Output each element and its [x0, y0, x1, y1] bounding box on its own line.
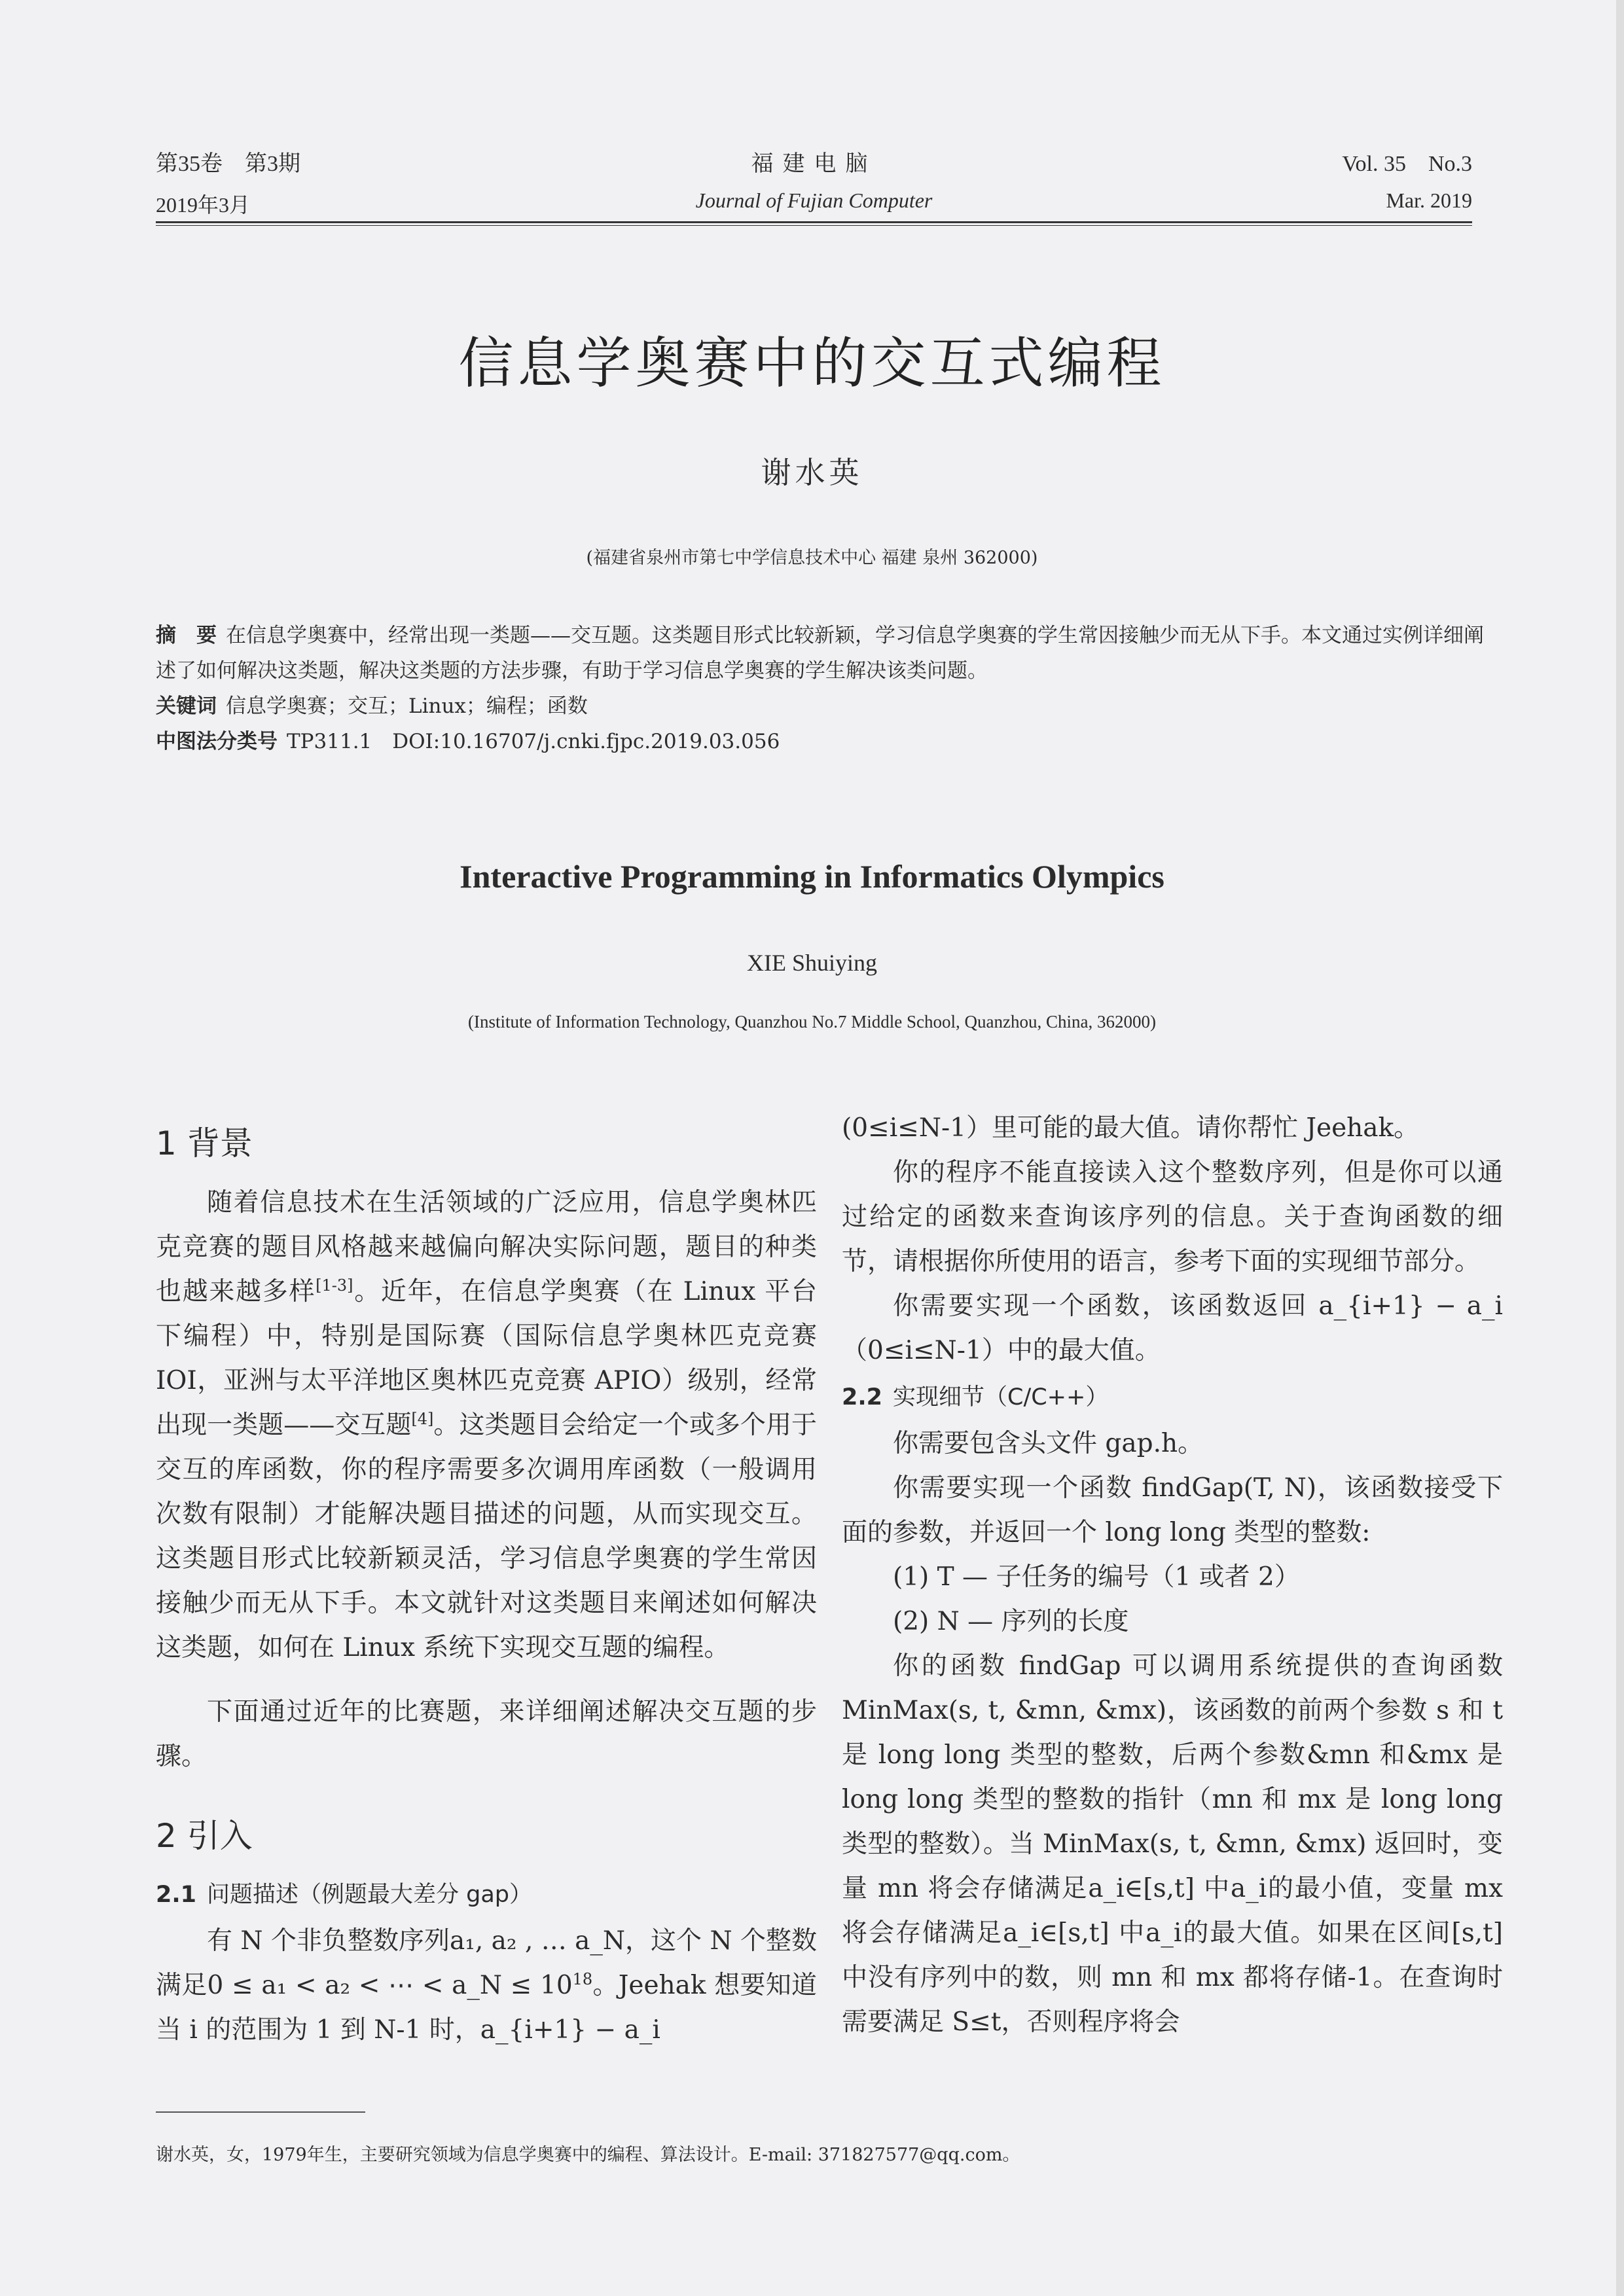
keywords-label: 关键词 [156, 694, 217, 718]
paper-title-cn: 信息学奥赛中的交互式编程 [458, 331, 1166, 395]
running-header-2 [156, 188, 1472, 220]
header-date-cn: 2019年3月 [156, 193, 251, 217]
author-cn: 谢水英 [761, 455, 863, 490]
paragraph-problem: 有 N 个非负整数序列a₁, a₂ , … a_N，这个 N 个整数满足0 ≤ a₁ < a₂ < ⋯ < a_N ≤ $10^{18}$。Jeehak 想要知道当 i 的范围为 1 到 N-1 时，a_{i+1} − a_i [156, 1926, 817, 2045]
paper-title-en: Interactive Programming in Informatics Olympics [460, 858, 1164, 895]
abstract-label: 摘 要 [156, 624, 217, 647]
subsection-2-2: 2.2 实现细节（C/C++） [842, 1384, 1109, 1410]
header-journal-cn: 福建电脑 [751, 152, 877, 176]
param-item-n: (2) N — 序列的长度 [893, 1607, 1129, 1636]
scan-edge [1616, 0, 1624, 2296]
footnote-rule [156, 2111, 365, 2113]
citation-ref: [4] [411, 1410, 434, 1428]
paragraph-header-file: 你需要包含头文件 gap.h。 [893, 1429, 1204, 1458]
author-en: XIE Shuiying [746, 950, 877, 976]
paragraph-range: (0≤i≤N-1）里可能的最大值。请你帮忙 Jeehak。 [842, 1113, 1420, 1143]
paragraph-intro-steps: 下面通过近年的比赛题，来详细阐述解决交互题的步骤。 [156, 1697, 817, 1771]
paragraph-findgap: 你需要实现一个函数 findGap(T, N)，该函数接受下面的参数，并返回一个 long long 类型的整数: [842, 1473, 1503, 1547]
keywords [156, 689, 1486, 724]
header-rule-thin [156, 225, 1472, 226]
citation-ref: [1-3] [316, 1276, 353, 1295]
running-header [156, 145, 1472, 177]
header-rule [156, 221, 1472, 223]
section-heading-2: 2 引入 [156, 1817, 253, 1855]
classification-text: TP311.1 DOI:10.16707/j.cnki.fjpc.2019.03.056 [287, 730, 780, 753]
abstract [156, 618, 1486, 689]
paragraph-minmax: 你的函数 findGap 可以调用系统提供的查询函数 MinMax(s, t, &mn, &mx)，该函数的前两个参数 s 和 t 是 long long 类型的整数，后两个参数&mn 和&mx 是 long long 类型的整数的指针（mn 和 mx 是 long long 类型的整数）。当 MinMax(s, t, &mn, &mx) 返回时，变量 mn 将会存储满足a_i∈[s,t] 中a_i的最小值，变量 mx 将会存储满足a_i∈[s,t] 中a_i的最大值。如果在区间[s,t]中没有序列中的数，则 mn 和 mx 都将存储-1。在查询时需要满足 S≤t，否则程序将会 [842, 1651, 1503, 2037]
paragraph-implement: 你需要实现一个函数，该函数返回 a_{i+1} − a_i（0≤i≤N-1）中的最大值。 [842, 1291, 1503, 1365]
classification-label: 中图法分类号 [156, 730, 278, 753]
header-date-en: Mar. 2019 [1386, 188, 1472, 212]
subsection-2-1: 2.1 问题描述（例题最大差分 gap） [156, 1882, 533, 1908]
section-heading-1: 1 背景 [156, 1124, 253, 1162]
exponent: 18 [572, 1970, 593, 1988]
header-vol-en: Vol. 35 No.3 [1342, 152, 1472, 176]
right-column [842, 1106, 1503, 2045]
header-volume: 第35卷 第3期 [156, 152, 300, 176]
abstract-text: 在信息学奥赛中，经常出现一类题——交互题。这类题目形式比较新颖，学习信息学奥赛的学生常因接触少而无从下手。本文通过实例详细阐述了如何解决这类题，解决这类题的方法步骤，有助于学习信息学奥赛的学生解决该类问题。 [156, 624, 1484, 683]
paragraph-query: 你的程序不能直接读入这个整数序列，但是你可以通过给定的函数来查询该序列的信息。关于查询函数的细节，请根据你所使用的语言，参考下面的实现细节部分。 [842, 1158, 1503, 1276]
left-column [156, 1106, 817, 2053]
classification [156, 724, 1486, 759]
affiliation-cn: (福建省泉州市第七中学信息技术中心 福建 泉州 362000) [586, 548, 1038, 568]
paragraph-background: 随着信息技术在生活领域的广泛应用，信息学奥林匹克竞赛的题目风格越来越偏向解决实际问题，题目的种类也越来越多样[1-3]。近年，在信息学奥赛（在 Linux 平台下编程）中，特别是国际赛（国际信息学奥林匹克竞赛 IOI，亚洲与太平洋地区奥林匹克竞赛 APIO）级别，经常出现一类题——交互题[4]。这类题目会给定一个或多个用于交互的库函数，你的程序需要多次调用库函数（一般调用次数有限制）才能解决题目描述的问题，从而实现交互。这类题目形式比较新颖灵活，学习信息学奥赛的学生常因接触少而无从下手。本文就针对这类题目来阐述如何解决这类题，如何在 Linux 系统下实现交互题的编程。 [156, 1188, 817, 1662]
param-item-t: (1) T — 子任务的编号（1 或者 2） [893, 1562, 1300, 1592]
affiliation-en: (Institute of Information Technology, Quanzhou No.7 Middle School, Quanzhou, China, 362000) [468, 1012, 1156, 1031]
footnote-author: 谢水英，女，1979年生，主要研究领域为信息学奥赛中的编程、算法设计。E-mail: 371827577@qq.com。 [156, 2145, 1020, 2165]
keywords-text: 信息学奥赛；交互；Linux；编程；函数 [226, 694, 588, 718]
header-journal-en: Journal of Fujian Computer [695, 188, 933, 212]
